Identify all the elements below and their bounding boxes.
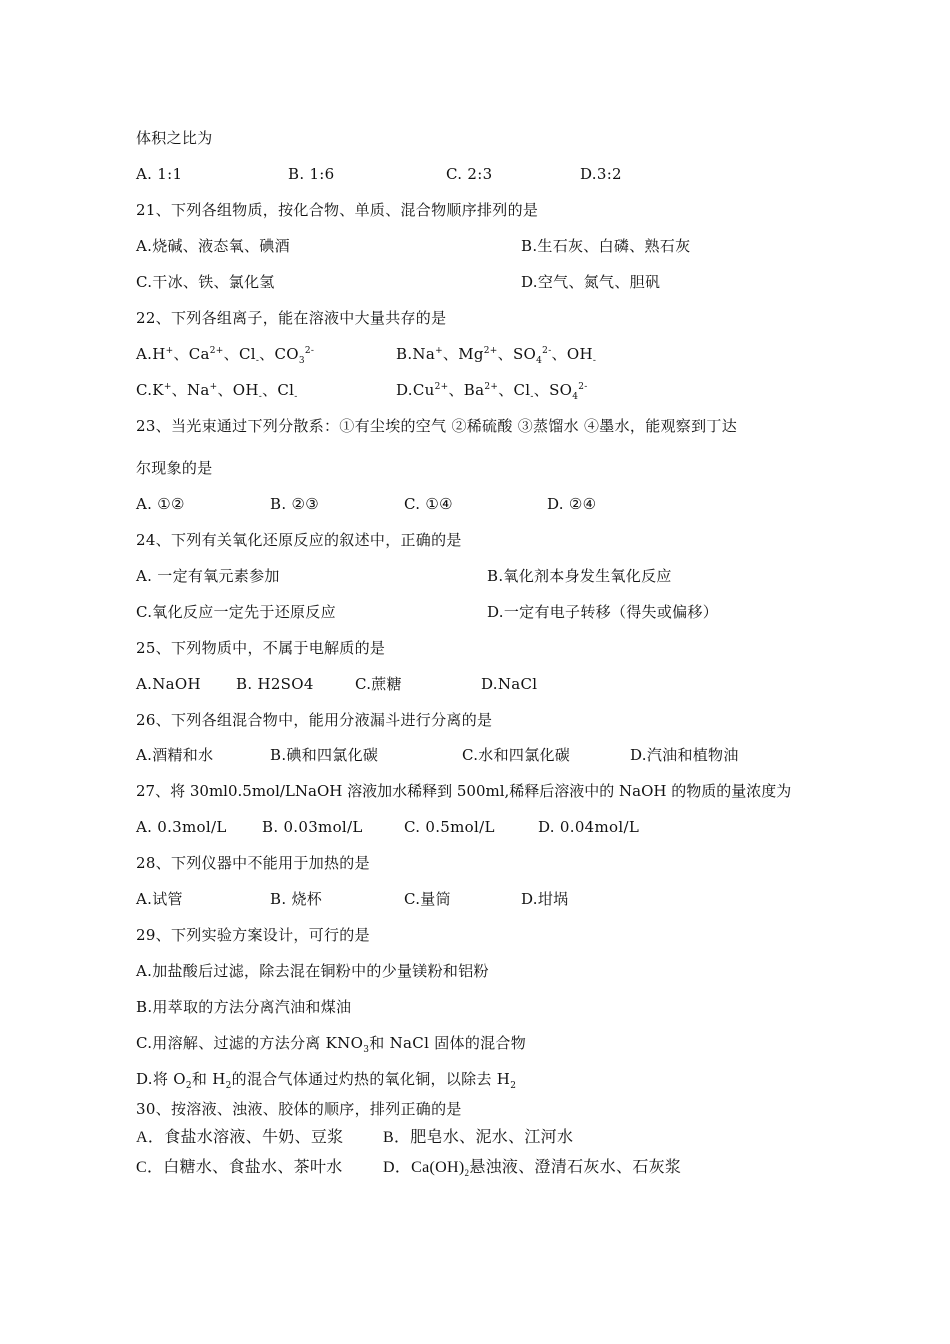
option-30d: D．$Ca(OH)_2$悬浊液、澄清石灰水、石灰浆 <box>383 1159 682 1179</box>
option-24d: D.一定有电子转移（得失或偏移） <box>487 603 719 621</box>
option-22b: B.Na+、$Mg^{2+}$、$SO_4^{2-}$、$OH_-$ <box>396 345 597 366</box>
option-24b: B.氧化剂本身发生氧化反应 <box>487 567 672 585</box>
question-29: 29、下列实验方案设计，可行的是 <box>136 926 370 944</box>
option-26c: C.水和四氯化碳 <box>462 746 571 764</box>
option-27d: D. 0.04mol/L <box>538 818 640 836</box>
option-26b: B.碘和四氯化碳 <box>270 746 379 764</box>
option-27b: B. 0.03mol/L <box>262 818 363 836</box>
option-28c: C.量筒 <box>404 890 451 908</box>
option-29a: A.加盐酸后过滤，除去混在铜粉中的少量镁粉和铝粉 <box>136 962 489 980</box>
option-29b: B.用萃取的方法分离汽油和煤油 <box>136 998 352 1016</box>
option-24a: A. 一定有氧元素参加 <box>136 567 280 585</box>
question-21: 21、下列各组物质，按化合物、单质、混合物顺序排列的是 <box>136 201 539 219</box>
question-22: 22、下列各组离子，能在溶液中大量共存的是 <box>136 309 447 327</box>
question-28: 28、下列仪器中不能用于加热的是 <box>136 854 370 872</box>
option-28d: D.坩埚 <box>521 890 569 908</box>
question-25: 25、下列物质中，不属于电解质的是 <box>136 639 386 657</box>
option-30c: C．白糖水、食盐水、茶叶水 <box>136 1159 343 1176</box>
option-24c: C.氧化反应一定先于还原反应 <box>136 603 336 621</box>
option-22d: $D.Cu^{2+}$、$Ba^{2+}$、$Cl_-$、$SO_4^{2-}$ <box>396 381 588 402</box>
option-23a: A. ①② <box>136 495 185 513</box>
option-25d: D.NaCl <box>481 675 538 693</box>
option-28a: A.试管 <box>136 890 183 908</box>
option-22c: C.K+、Na+、$OH_-$、$Cl_-$ <box>136 381 298 402</box>
option-20c: C. 2:3 <box>446 165 493 183</box>
option-20d: D.3:2 <box>580 165 622 183</box>
option-25c: C.蔗糖 <box>355 675 402 693</box>
option-20b: B. 1:6 <box>288 165 335 183</box>
option-30b: B．肥皂水、泥水、江河水 <box>383 1129 574 1146</box>
question-23-cont: 尔现象的是 <box>136 459 213 477</box>
option-21c: C.干冰、铁、氯化氢 <box>136 273 275 291</box>
option-29d: D.将 $O_2$和 $H_2$的混合气体通过灼热的氧化铜，以除去 $H_2$ <box>136 1070 517 1091</box>
question-30: 30、按溶液、浊液、胶体的顺序，排列正确的是 <box>136 1100 462 1118</box>
option-25b: B. H2SO4 <box>236 675 314 693</box>
option-21b: B.生石灰、白磷、熟石灰 <box>521 237 691 255</box>
option-20a: A. 1:1 <box>136 165 183 183</box>
option-23d: D. ②④ <box>547 495 597 513</box>
option-23b: B. ②③ <box>270 495 319 513</box>
question-24: 24、下列有关氧化还原反应的叙述中，正确的是 <box>136 531 462 549</box>
option-30a: A．食盐水溶液、牛奶、豆浆 <box>136 1129 344 1146</box>
option-27c: C. 0.5mol/L <box>404 818 495 836</box>
option-22a: A.H+、$Ca^{2+}$、$Cl_-$、$CO_3^{2-}$ <box>136 345 315 366</box>
option-21a: A.烧碱、液态氧、碘酒 <box>136 237 290 255</box>
option-28b: B. 烧杯 <box>270 890 323 908</box>
text-line: 体积之比为 <box>136 129 213 147</box>
option-21d: D.空气、氮气、胆矾 <box>521 273 661 291</box>
question-23: 23、当光束通过下列分散系：①有尘埃的空气 ②稀硫酸 ③蒸馏水 ④墨水，能观察到丁达 <box>136 417 737 435</box>
option-26d: D.汽油和植物油 <box>630 746 739 764</box>
question-27: 27、将 30ml0.5mol/LNaOH 溶液加水稀释到 500ml,稀释后溶液中的 NaOH 的物质的量浓度为 <box>136 782 792 800</box>
option-26a: A.酒精和水 <box>136 746 214 764</box>
option-25a: A.NaOH <box>136 675 201 693</box>
option-29c: C.用溶解、过滤的方法分离 $KNO_3$和 NaCl 固体的混合物 <box>136 1034 527 1055</box>
question-26: 26、下列各组混合物中，能用分液漏斗进行分离的是 <box>136 711 493 729</box>
option-27a: A. 0.3mol/L <box>136 818 227 836</box>
option-23c: C. ①④ <box>404 495 453 513</box>
